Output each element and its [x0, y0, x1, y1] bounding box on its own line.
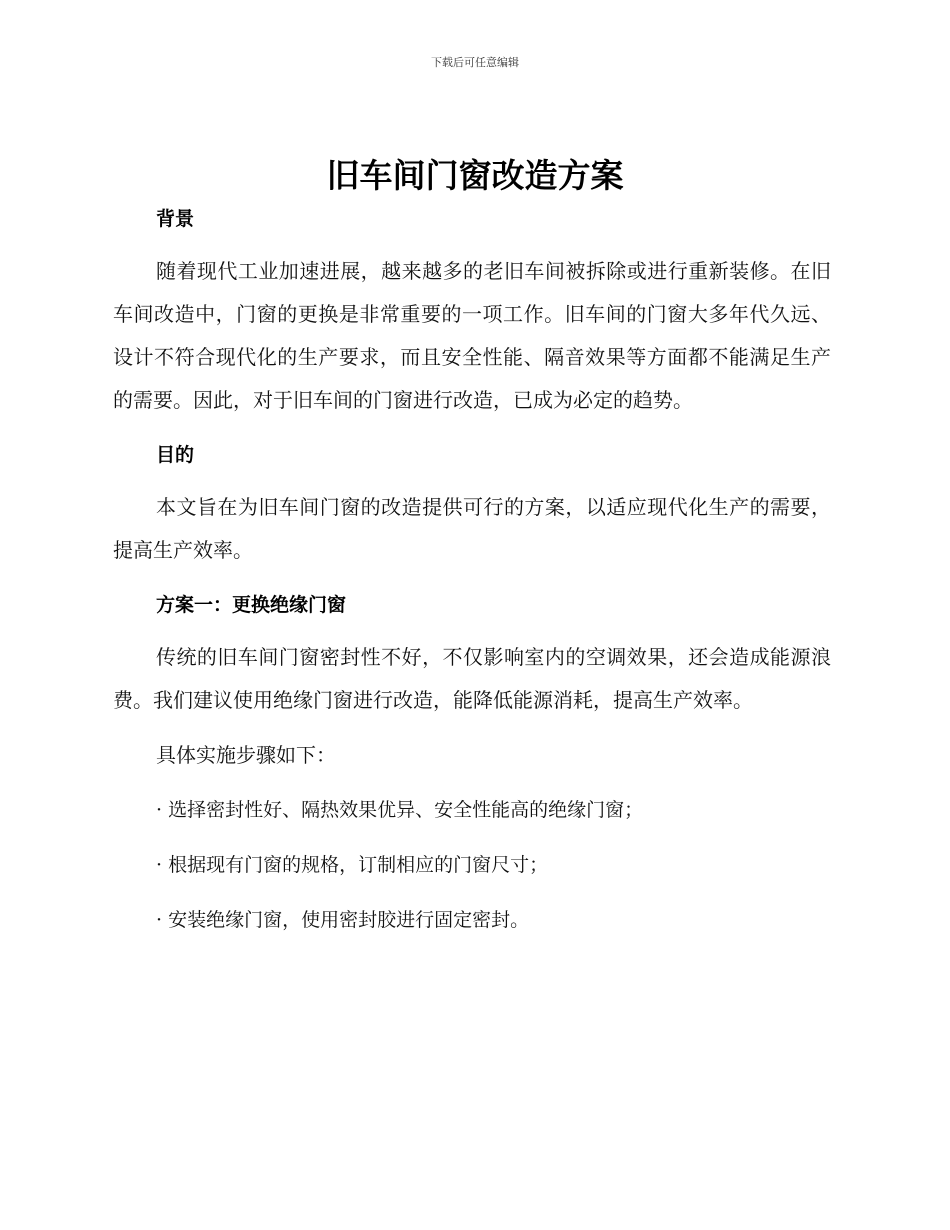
list-item: · 选择密封性好、隔热效果优异、安全性能高的绝缘门窗； [156, 799, 644, 821]
purpose-paragraph: 本文旨在为旧车间门窗的改造提供可行的方案，以适应现代化生产的需要，提高生产效率。 [113, 495, 831, 562]
page-title: 旧车间门窗改造方案 [326, 156, 624, 195]
list-item: · 根据现有门窗的规格，订制相应的门窗尺寸； [156, 854, 549, 876]
section-heading-plan-one: 方案一：更换绝缘门窗 [156, 594, 347, 616]
list-item: · 安装绝缘门窗，使用密封胶进行固定密封。 [156, 909, 530, 931]
header-note: 下载后可任意编辑 [431, 56, 519, 69]
steps-intro: 具体实施步骤如下： [156, 743, 336, 767]
section-heading-purpose: 目的 [156, 444, 195, 466]
section-heading-background: 背景 [156, 208, 195, 230]
document-body [113, 200, 831, 942]
plan-one-paragraph: 传统的旧车间门窗密封性不好，不仅影响室内的空调效果，还会造成能源浪费。我们建议使用绝缘门窗进行改造，能降低能源消耗，提高生产效率。 [113, 645, 831, 712]
background-paragraph: 随着现代工业加速进展，越来越多的老旧车间被拆除或进行重新装修。在旧车间改造中，门窗的更换是非常重要的一项工作。旧车间的门窗大多年代久远、设计不符合现代化的生产要求，而且安全性能、隔音效果等方面都不能满足生产的需要。因此，对于旧车间的门窗进行改造，已成为必定的趋势。 [113, 259, 831, 412]
